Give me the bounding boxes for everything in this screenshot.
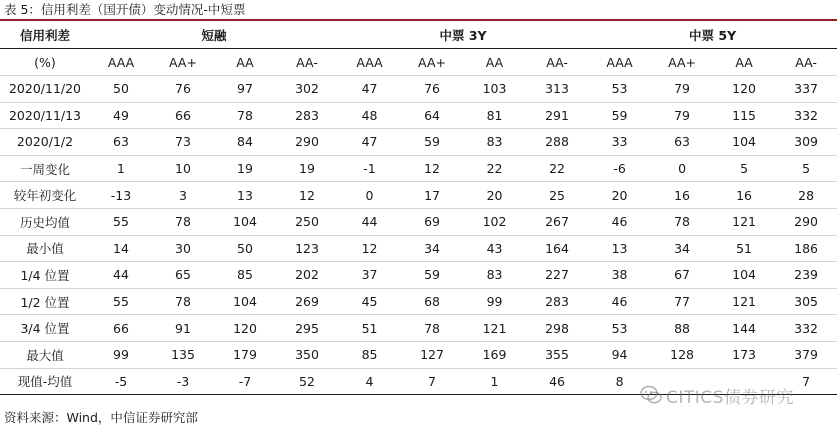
- group-header-short-term: 短融: [201, 28, 227, 43]
- table-cell: 67: [674, 267, 691, 283]
- table-cell: 379: [794, 347, 819, 363]
- table-row: [0, 155, 837, 182]
- table-cell: 121: [732, 294, 756, 310]
- row-label-header: 信用利差: [19, 28, 70, 43]
- table-cell: 53: [611, 320, 628, 336]
- table-cell: 22: [486, 161, 503, 177]
- table-cell: 3: [179, 187, 187, 203]
- table-cell: 1: [490, 373, 499, 389]
- table-cell: 16: [736, 187, 753, 203]
- table-cell: 102: [482, 214, 507, 230]
- rating-header: AAA: [107, 54, 135, 70]
- table-cell: 20: [486, 187, 503, 203]
- table-row: [0, 262, 837, 289]
- table-cell: 202: [295, 267, 319, 283]
- table-row: [0, 235, 837, 262]
- table-cell: 51: [736, 240, 753, 256]
- table-cell: 84: [237, 134, 253, 150]
- table-cell: 290: [295, 134, 319, 150]
- table-cell: 121: [732, 214, 756, 230]
- table-cell: 144: [732, 320, 756, 336]
- table-cell: 83: [486, 267, 503, 283]
- table-cell: 91: [175, 320, 191, 336]
- table-cell: 288: [545, 134, 569, 150]
- table-cell: -5: [114, 373, 128, 389]
- table-cell: 78: [424, 320, 440, 336]
- table-cell: 73: [175, 134, 191, 150]
- table-header-row: [0, 22, 837, 49]
- table-cell: 43: [486, 240, 503, 256]
- table-cell: 51: [361, 320, 378, 336]
- table-cell: 16: [674, 187, 691, 203]
- table-row: [0, 341, 837, 368]
- table-row: [0, 315, 837, 342]
- table-cell: 79: [674, 81, 691, 97]
- table-cell: 78: [237, 107, 253, 123]
- table-cell: 5: [802, 161, 811, 177]
- table-cell: 37: [361, 267, 378, 283]
- table-cell: 33: [611, 134, 628, 150]
- caption-divider: [0, 19, 837, 21]
- table-cell: 123: [295, 240, 319, 256]
- table-cell: 59: [424, 267, 440, 283]
- table-cell: 7: [802, 373, 811, 389]
- table-cell: -1: [363, 161, 376, 177]
- table-cell: 17: [424, 187, 440, 203]
- table-cell: 135: [171, 347, 195, 363]
- rating-header: AA: [236, 54, 254, 70]
- table-cell: 13: [237, 187, 253, 203]
- row-label: 3/4 位置: [20, 321, 70, 337]
- table-cell: 19: [237, 161, 253, 177]
- table-cell: 332: [794, 320, 819, 336]
- table-cell: 63: [113, 134, 129, 150]
- table-cell: 44: [361, 214, 378, 230]
- table-cell: 313: [545, 81, 569, 97]
- table-cell: 50: [113, 81, 129, 97]
- table-cell: 55: [113, 214, 129, 230]
- table-cell: 59: [424, 134, 440, 150]
- table-cell: 85: [237, 267, 253, 283]
- table-cell: 99: [113, 347, 129, 363]
- watermark-text: CITICS债券研究: [666, 387, 794, 408]
- credit-spread-table: [0, 22, 837, 395]
- table-cell: 47: [361, 134, 378, 150]
- table-cell: 47: [361, 81, 378, 97]
- table-cell: 44: [113, 267, 129, 283]
- rating-header: AA-: [795, 54, 817, 70]
- group-header-mtn-5y: 中票 5Y: [689, 28, 737, 43]
- row-label: 较年初变化: [13, 188, 77, 204]
- table-cell: 283: [295, 107, 319, 123]
- units-label: (%): [34, 54, 56, 70]
- row-label: 2020/11/13: [8, 107, 82, 123]
- table-cell: 355: [545, 347, 569, 363]
- table-cell: 332: [794, 107, 819, 123]
- table-cell: 179: [233, 347, 257, 363]
- table-cell: 127: [420, 347, 444, 363]
- table-cell: 83: [486, 134, 503, 150]
- table-cell: 0: [678, 161, 687, 177]
- table-cell: 350: [295, 347, 319, 363]
- table-cell: 12: [424, 161, 440, 177]
- table-cell: 298: [545, 320, 569, 336]
- table-cell: 290: [794, 214, 819, 230]
- table-cell: 66: [113, 320, 129, 336]
- table-cell: 28: [798, 187, 815, 203]
- table-cell: 63: [674, 134, 691, 150]
- table-cell: 52: [299, 373, 315, 389]
- table-cell: 48: [361, 107, 378, 123]
- table-cell: 104: [233, 294, 257, 310]
- rating-header: AA+: [169, 54, 197, 70]
- table-cell: -7: [238, 373, 252, 389]
- table-cell: 173: [732, 347, 756, 363]
- rating-header: AA: [735, 54, 753, 70]
- table-cell: 22: [549, 161, 565, 177]
- table-cell: 269: [295, 294, 319, 310]
- table-cell: 97: [237, 81, 253, 97]
- table-cell: 295: [295, 320, 319, 336]
- table-cell: 78: [674, 214, 691, 230]
- table-body: [0, 49, 837, 395]
- table-row: [0, 208, 837, 235]
- table-cell: 115: [732, 107, 756, 123]
- row-label: 现值-均值: [17, 374, 73, 390]
- rating-header: AA: [485, 54, 504, 70]
- table-cell: 34: [424, 240, 440, 256]
- table-cell: 34: [674, 240, 691, 256]
- table-cell: 46: [611, 214, 628, 230]
- table-cell: 0: [365, 187, 374, 203]
- table-cell: 128: [670, 347, 694, 363]
- row-label: 最大值: [26, 347, 64, 363]
- table-cell: 12: [299, 187, 315, 203]
- table-cell: 250: [295, 214, 319, 230]
- table-cell: 169: [482, 347, 507, 363]
- table-cell: -6: [613, 161, 626, 177]
- table-cell: 68: [424, 294, 440, 310]
- table-cell: 14: [113, 240, 129, 256]
- table-caption: 表 5：信用利差（国开债）变动情况-中短票: [4, 2, 246, 17]
- table-cell: 69: [424, 214, 440, 230]
- rating-header: AA+: [668, 54, 697, 70]
- source-note: 资料来源：Wind，中信证券研究部: [4, 410, 198, 425]
- table-row: [0, 76, 837, 103]
- table-row: [0, 102, 837, 129]
- table-cell: 337: [794, 81, 819, 97]
- table-cell: 55: [113, 294, 129, 310]
- table-cell: 65: [175, 267, 191, 283]
- rating-header: AA-: [296, 54, 318, 70]
- rating-header-row: [0, 49, 837, 76]
- table-cell: 88: [674, 320, 691, 336]
- table-cell: 121: [482, 320, 507, 336]
- table-cell: 8: [615, 373, 624, 389]
- table-row: [0, 288, 837, 315]
- table-cell: 81: [486, 107, 503, 123]
- rating-header: AA-: [546, 54, 568, 70]
- table-cell: 302: [295, 81, 319, 97]
- table-cell: 5: [740, 161, 749, 177]
- table-cell: 20: [611, 187, 628, 203]
- table-cell: 45: [361, 294, 378, 310]
- table-cell: 19: [299, 161, 315, 177]
- table-cell: 267: [545, 214, 569, 230]
- table-cell: 186: [794, 240, 819, 256]
- watermark: [640, 382, 794, 408]
- table-cell: 104: [732, 267, 756, 283]
- row-label: 一周变化: [19, 161, 70, 177]
- table-row: [0, 182, 837, 209]
- row-label: 2020/11/20: [8, 81, 82, 97]
- table-cell: 85: [361, 347, 378, 363]
- table-cell: 104: [732, 134, 756, 150]
- table-cell: 53: [611, 81, 628, 97]
- rating-header: AAA: [606, 54, 633, 70]
- row-label: 最小值: [26, 241, 64, 257]
- table-cell: 25: [549, 187, 565, 203]
- row-label: 历史均值: [19, 214, 70, 230]
- table-cell: 30: [175, 240, 191, 256]
- table-cell: 64: [424, 107, 440, 123]
- table-cell: 78: [175, 214, 191, 230]
- table-cell: 59: [611, 107, 628, 123]
- table-cell: 10: [175, 161, 191, 177]
- table-cell: 79: [674, 107, 691, 123]
- table-cell: 13: [611, 240, 628, 256]
- rating-header: AAA: [356, 54, 383, 70]
- table-cell: 46: [549, 373, 565, 389]
- table-cell: 227: [545, 267, 569, 283]
- table-cell: 46: [611, 294, 628, 310]
- table-cell: 12: [361, 240, 378, 256]
- table-cell: 4: [365, 373, 374, 389]
- table-cell: 94: [611, 347, 628, 363]
- row-label: 2020/1/2: [16, 134, 74, 150]
- wechat-icon: [640, 385, 662, 405]
- table-cell: 49: [113, 107, 129, 123]
- table-cell: 239: [794, 267, 819, 283]
- table-cell: 7: [428, 373, 436, 389]
- table-cell: 76: [424, 81, 440, 97]
- table-cell: 66: [175, 107, 191, 123]
- table-cell: 76: [175, 81, 191, 97]
- table-cell: 77: [674, 294, 691, 310]
- table-cell: 78: [175, 294, 191, 310]
- table-cell: -3: [176, 373, 190, 389]
- table-cell: 291: [545, 107, 569, 123]
- table-cell: 104: [233, 214, 257, 230]
- table-cell: 103: [482, 81, 507, 97]
- group-header-mtn-3y: 中票 3Y: [439, 28, 487, 43]
- table-cell: -13: [110, 187, 132, 203]
- table-row: [0, 129, 837, 156]
- rating-header: AA+: [418, 54, 446, 70]
- table-cell: 283: [545, 294, 569, 310]
- row-label: 1/4 位置: [20, 267, 70, 283]
- table-cell: 164: [545, 240, 569, 256]
- table-cell: 38: [611, 267, 628, 283]
- table-cell: 99: [486, 294, 503, 310]
- table-cell: 309: [794, 134, 819, 150]
- table-cell: 120: [233, 320, 257, 336]
- row-label: 1/2 位置: [20, 294, 70, 310]
- table-cell: 120: [732, 81, 756, 97]
- table-cell: 305: [794, 294, 819, 310]
- table-cell: 50: [237, 240, 253, 256]
- table-cell: 1: [117, 161, 125, 177]
